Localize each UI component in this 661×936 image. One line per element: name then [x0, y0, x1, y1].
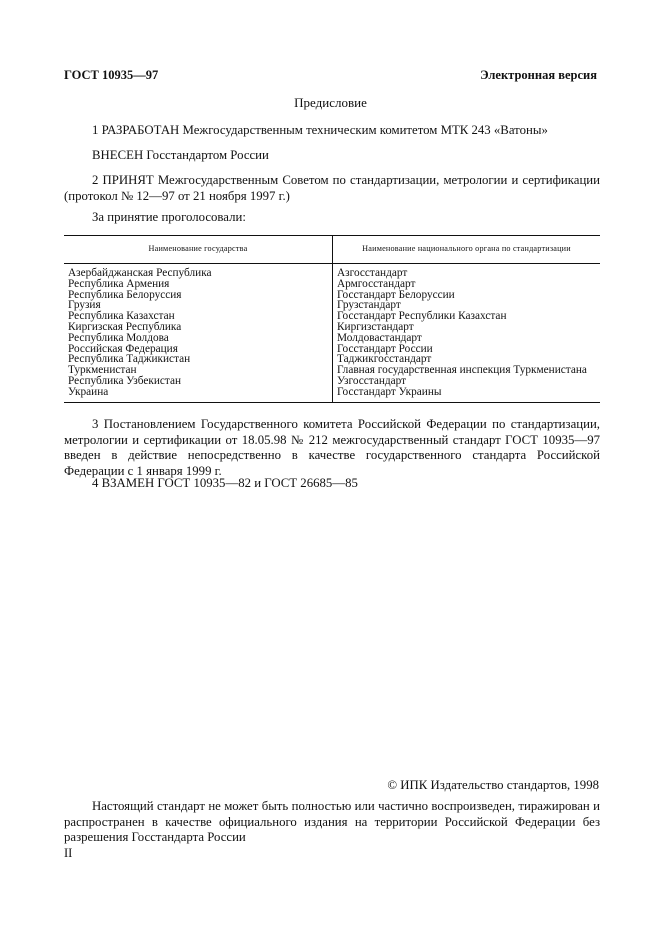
- standards-body-name: Госстандарт Украины: [337, 385, 442, 398]
- state-name: Республика Белоруссия: [68, 288, 182, 301]
- state-name: Республика Армения: [68, 277, 170, 290]
- states-column: [64, 264, 333, 403]
- paragraph-voted: За принятие проголосовали:: [92, 210, 246, 224]
- state-name: Республика Казахстан: [68, 310, 175, 323]
- bodies-column: [333, 264, 601, 403]
- document-code: ГОСТ 10935—97: [64, 68, 159, 82]
- column-header-state: Наименование государства: [64, 236, 333, 264]
- standards-body-name: Таджикгосстандарт: [337, 353, 432, 366]
- state-name: Азербайджанская Республика: [68, 267, 212, 279]
- standards-body-name: Грузстандарт: [337, 299, 401, 312]
- paragraph-replaces: 4 ВЗАМЕН ГОСТ 10935—82 и ГОСТ 26685—85: [92, 476, 358, 490]
- standards-body-name: Узгосстандарт: [337, 374, 407, 387]
- paragraph-resolution: 3 Постановлением Государственного комитета Российской Федерации по стандартизации, метрологии и сертификации от 18.05.98 № 212 межгосударственный стандарт ГОСТ 10935—97 введен в действие непосредственно в качестве государственного стандарта Российской Федерации с 1 января 1999 г.: [64, 417, 600, 478]
- column-header-body: Наименование национального органа по стандартизации: [333, 236, 601, 264]
- standards-body-name: Азгосстандарт: [337, 267, 408, 279]
- state-name: Республика Таджикистан: [68, 353, 191, 366]
- state-name: Киргизская Республика: [68, 320, 182, 333]
- standards-body-name: Госстандарт России: [337, 342, 433, 355]
- state-name: Российская Федерация: [68, 342, 178, 355]
- state-name: Грузия: [68, 299, 101, 312]
- standards-body-name: Главная государственная инспекция Туркменистана: [337, 364, 587, 377]
- state-name: Туркменистан: [68, 364, 137, 377]
- standards-body-name: Госстандарт Белоруссии: [337, 288, 455, 301]
- electronic-version-label: Электронная версия: [480, 68, 597, 82]
- state-name: Украина: [68, 385, 109, 398]
- standards-body-name: Госстандарт Республики Казахстан: [337, 310, 507, 323]
- state-name: Республика Молдова: [68, 331, 169, 344]
- paragraph-developed: 1 РАЗРАБОТАН Межгосударственным техническим комитетом МТК 243 «Ватоны»: [92, 123, 548, 137]
- standards-body-name: Молдовастандарт: [337, 331, 422, 344]
- page-title: Предисловие: [294, 95, 367, 110]
- voting-table: [64, 235, 600, 403]
- reproduction-notice: Настоящий стандарт не может быть полностью или частично воспроизведен, тиражирован и распространен в качестве официального издания на территории Российской Федерации без разрешения Госстандарта России: [64, 799, 600, 844]
- page-number: II: [64, 846, 73, 860]
- standards-body-name: Армгосстандарт: [337, 277, 416, 290]
- state-name: Республика Узбекистан: [68, 374, 182, 387]
- paragraph-introduced: ВНЕСЕН Госстандартом России: [92, 148, 269, 162]
- paragraph-adopted: 2 ПРИНЯТ Межгосударственным Советом по стандартизации, метрологии и сертификации (протокол № 12—97 от 21 ноября 1997 г.): [64, 173, 600, 203]
- standards-body-name: Киргизстандарт: [337, 320, 414, 333]
- copyright-notice: © ИПК Издательство стандартов, 1998: [387, 778, 599, 792]
